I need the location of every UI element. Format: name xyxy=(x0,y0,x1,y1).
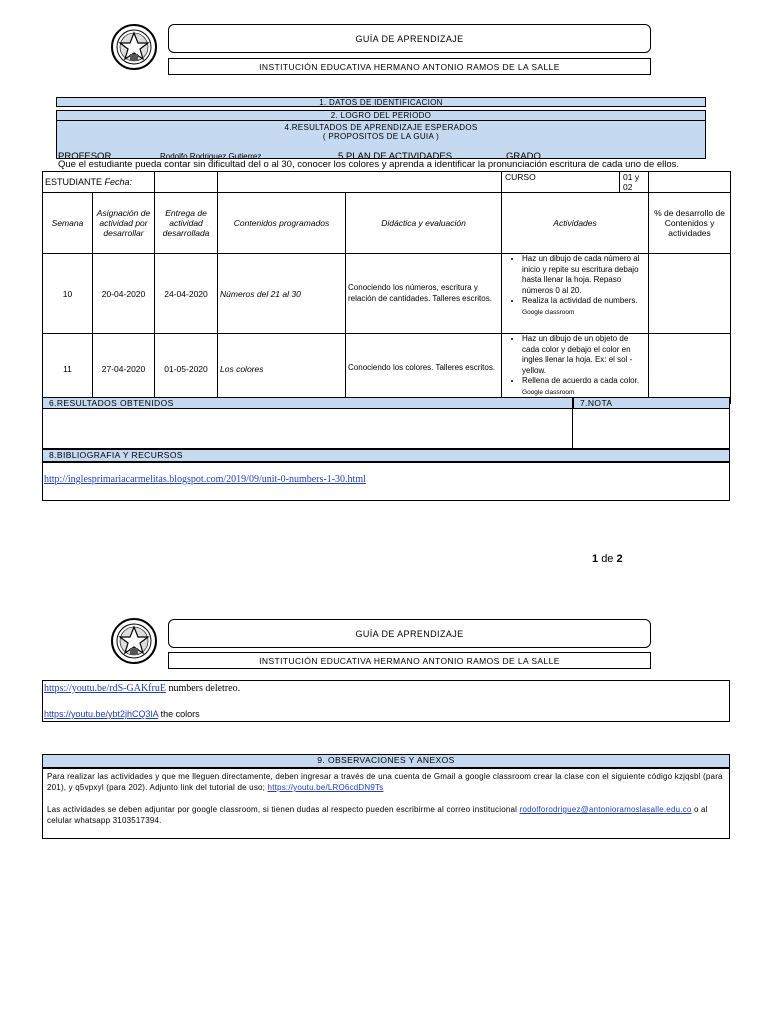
list-item xyxy=(522,376,646,398)
activities-table-wrap xyxy=(42,171,731,404)
observaciones-header xyxy=(42,754,730,768)
empty-cell xyxy=(649,172,731,193)
list-item xyxy=(522,296,646,318)
list-item: • Haz un dibujo de un objeto de cada color y debajo el color en ingles llenar la hoja. Ex: el sol - yellow. xyxy=(522,334,646,376)
estudiante-fecha-cell xyxy=(43,172,155,193)
estudiante-label: ESTUDIANTE xyxy=(45,177,103,187)
semana-cell: 11 xyxy=(43,334,93,404)
resultados-label: 6.RESULTADOS OBTENIDOS xyxy=(49,398,174,408)
fecha-label: Fecha: xyxy=(104,177,133,187)
link-line-1 xyxy=(44,683,240,694)
observaciones-text-1: Para realizar las actividades y que me lleguen directamente, deben ingresar a través de una cuenta de Gmail a google classroom crear la clase con el siguiente código kzjqsbl (para 201), y q5vpxyl (para 202). Adjunto link del tutorial de uso; xyxy=(47,772,723,792)
links-box xyxy=(42,680,730,722)
table-header-row xyxy=(43,193,731,254)
header-entrega: Entrega de actividad desarrollada xyxy=(155,193,218,254)
section-4-sublabel: ( PROPOSITOS DE LA GUIA ) xyxy=(322,132,440,141)
header-porcentaje: % de desarrollo de Contenidos y actividades xyxy=(649,193,731,254)
section-2-label: 2. LOGRO DEL PERIODO xyxy=(330,111,432,120)
header-semana: Semana xyxy=(43,193,93,254)
link-1-desc: numbers deletreo. xyxy=(168,683,241,694)
curso-label: CURSO xyxy=(505,172,536,182)
header-didactica: Didáctica y evaluación xyxy=(346,193,502,254)
guide-title-text: GUÍA DE APRENDIZAJE xyxy=(355,628,464,639)
email-link[interactable]: rodolforodriguez@antonioramoslasalle.edu.co xyxy=(519,805,692,814)
activities-list xyxy=(504,334,646,398)
curso-cell xyxy=(502,172,649,193)
institution-name-text: INSTITUCIÓN EDUCATIVA HERMANO ANTONIO RAMOS DE LA SALLE xyxy=(259,61,560,72)
resultados-box xyxy=(42,408,573,449)
activity-text: Rellena de acuerdo a cada color. xyxy=(522,376,639,385)
observaciones-box xyxy=(42,768,730,839)
school-logo xyxy=(110,617,158,667)
table-row xyxy=(43,254,731,334)
asignacion-cell: 27-04-2020 xyxy=(93,334,155,404)
activities-table xyxy=(42,171,731,404)
asignacion-cell: 20-04-2020 xyxy=(93,254,155,334)
profesor-name: Rodolfo Rodriguez Gutierrez xyxy=(160,152,262,161)
activities-list xyxy=(504,254,646,318)
logro-text-box xyxy=(56,158,706,170)
actividades-cell xyxy=(502,254,649,334)
observaciones-text-3: o al celular whatsapp 3103517394. xyxy=(47,805,708,825)
youtube-link-numbers[interactable]: https://youtu.be/rdS-GAKfruE xyxy=(44,683,166,694)
bibliografia-header xyxy=(42,449,730,462)
section-1-label: 1. DATOS DE IDENTIFICACION xyxy=(319,98,443,107)
actividades-cell xyxy=(502,334,649,404)
header-asignacion: Asignación de actividad por desarrollar xyxy=(93,193,155,254)
bibliografia-link[interactable]: http://inglesprimariacarmelitas.blogspot.com/2019/09/unit-0-numbers-1-30.html xyxy=(44,474,366,485)
guide-title xyxy=(168,24,651,53)
grado-label: GRADO xyxy=(506,151,541,162)
table-row xyxy=(43,334,731,404)
porcentaje-cell xyxy=(649,334,731,404)
entrega-cell: 01-05-2020 xyxy=(155,334,218,404)
observaciones-paragraph-2 xyxy=(47,804,725,826)
activity-platform: Google classroom xyxy=(522,308,575,316)
youtube-link-colors[interactable]: https://youtu.be/ybt2jhCQ3lA xyxy=(44,709,159,719)
observaciones-title: 9. OBSERVACIONES Y ANEXOS xyxy=(317,755,455,765)
bibliografia-box xyxy=(42,462,730,501)
didactica-cell: Conociendo los números, escritura y relación de cantidades. Talleres escritos. xyxy=(346,254,502,334)
contenidos-cell: Los colores xyxy=(218,334,346,404)
institution-name xyxy=(168,652,651,669)
empty-cell xyxy=(218,172,502,193)
activity-platform: Google classroom xyxy=(522,388,575,396)
page-current: 1 xyxy=(592,553,599,565)
observaciones-paragraph-1 xyxy=(47,771,725,793)
pagination xyxy=(592,553,623,565)
section-4-label: 4.RESULTADOS DE APRENDIZAJE ESPERADOS xyxy=(284,123,478,132)
activity-text: Realiza la actividad de numbers. xyxy=(522,296,638,305)
institution-name-text: INSTITUCIÓN EDUCATIVA HERMANO ANTONIO RAMOS DE LA SALLE xyxy=(259,655,560,666)
institution-name xyxy=(168,58,651,75)
header-contenidos: Contenidos programados xyxy=(218,193,346,254)
tutorial-link[interactable]: https://youtu.be/LRO6cdDN9Ts xyxy=(267,783,384,792)
section-1-band xyxy=(56,97,706,107)
logro-text: Que el estudiante pueda contar sin dificultad del o al 30, conocer los colores y aprenda a identificar la pronunciación escritura de cada uno de ellos. xyxy=(58,159,680,170)
bibliografia-label: 8.BIBLIOGRAFIA Y RECURSOS xyxy=(49,450,183,460)
link-2-desc: the colors xyxy=(160,709,200,719)
curso-value: 01 y 02 xyxy=(619,172,648,192)
link-line-2 xyxy=(44,709,200,719)
nota-label: 7.NOTA xyxy=(580,398,613,408)
observaciones-text-2: Las actividades se deben adjuntar por google classroom, si tienen dudas al respecto pueden escribirme al correo institucional xyxy=(47,805,518,814)
student-row xyxy=(43,172,731,193)
header-actividades: Actividades xyxy=(502,193,649,254)
nota-box xyxy=(572,408,730,449)
semana-cell: 10 xyxy=(43,254,93,334)
page-sep: de xyxy=(601,553,614,565)
didactica-cell: Conociendo los colores. Talleres escritos. xyxy=(346,334,502,404)
profesor-label: PROFESOR xyxy=(58,151,112,162)
section-2-band xyxy=(56,110,706,121)
plan-actividades-label: 5.PLAN DE ACTIVIDADES xyxy=(338,151,453,162)
contenidos-cell: Números del 21 al 30 xyxy=(218,254,346,334)
empty-cell xyxy=(155,172,218,193)
porcentaje-cell xyxy=(649,254,731,334)
list-item: • Haz un dibujo de cada número al inicio y repite su escritura debajo hasta llenar la hoja. Repaso números 0 al 20. xyxy=(522,254,646,296)
entrega-cell: 24-04-2020 xyxy=(155,254,218,334)
page-total: 2 xyxy=(616,553,623,565)
guide-title-text: GUÍA DE APRENDIZAJE xyxy=(355,33,464,44)
guide-title xyxy=(168,619,651,648)
school-logo xyxy=(110,23,158,73)
